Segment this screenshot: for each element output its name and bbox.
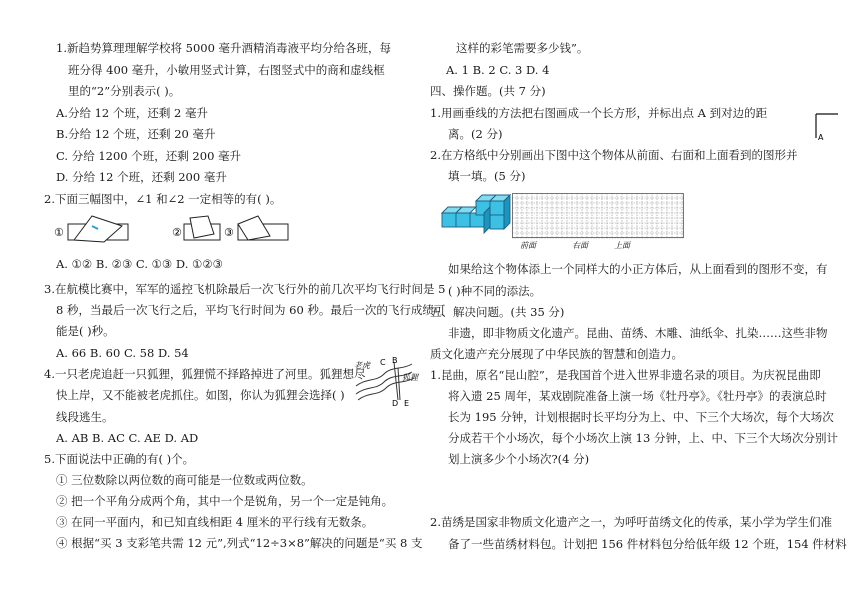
q4-stem-line1: 4.一只老虎追赶一只狐狸，狐狸慌不择路掉进了河里。狐狸想尽 bbox=[44, 367, 366, 381]
op1-line1: 1.用画垂线的方法把右图画成一个长方形，并标出点 A 到对边的距 bbox=[430, 106, 768, 120]
q1-option-b[interactable]: B.分给 12 个班，还剩 20 毫升 bbox=[56, 127, 216, 141]
p1-line3: 长为 195 分钟，计划根据时长平均分为上、中、下三个大场次，每个大场次 bbox=[448, 410, 834, 424]
p1-line5: 划上演多少个小场次?(4 分) bbox=[448, 452, 590, 466]
op2-extra-line1: 如果给这个物体添上一个同样大的小正方体后，从上面看到的图形不变，有 bbox=[448, 262, 828, 276]
q1-option-a[interactable]: A.分给 12 个班，还剩 2 毫升 bbox=[56, 106, 209, 120]
q5-item-4: ④ 根据“买 3 支彩笔共需 12 元”,列式“12÷3×8”解决的问题是“买 8 支 bbox=[56, 536, 423, 550]
q3-stem-line2: 8 秒，当最后一次飞行之后，平均飞行时间为 60 秒。最后一次的飞行成绩可 bbox=[56, 303, 446, 317]
svg-text:③: ③ bbox=[224, 226, 234, 239]
intro-line1: 非遗，即非物质文化遗产。昆曲、苗绣、木雕、油纸伞、扎染……这些非物 bbox=[448, 326, 828, 340]
svg-text:老虎: 老虎 bbox=[354, 361, 370, 370]
q1-option-d[interactable]: D. 分给 12 个班，还剩 200 毫升 bbox=[56, 170, 227, 184]
p2-line1: 2.苗绣是国家非物质文化遗产之一，为呼吁苗绣文化的传承，某小学为学生们准 bbox=[430, 515, 832, 529]
p1-line2: 将入遗 25 周年，某戏剧院准备上演一场《牡丹亭》。《牡丹亭》的表演总时 bbox=[448, 389, 827, 403]
section-4-title: 四、操作题。(共 7 分) bbox=[430, 84, 546, 98]
p1-line1: 1.昆曲，原名“昆山腔”，是我国首个进入世界非遗名录的项目。为庆祝昆曲即 bbox=[430, 368, 821, 382]
svg-text:①: ① bbox=[54, 226, 64, 239]
q4-stem-line3: 线段逃生。 bbox=[56, 410, 114, 424]
q5-item-4-continued: 这样的彩笔需要多少钱”。 bbox=[456, 41, 589, 55]
q3-stem-line1: 3.在航模比赛中，军军的遥控飞机除最后一次飞行外的前几次平均飞行时间是 5 bbox=[44, 282, 446, 296]
p1-line4: 分成若干个小场次，每个小场次上演 13 分钟，上、中、下三个大场次分别计 bbox=[448, 431, 838, 445]
q5-item-2: ② 把一个平角分成两个角，其中一个是锐角，另一个一定是钝角。 bbox=[56, 494, 394, 508]
q5-options[interactable]: A. 1 B. 2 C. 3 D. 4 bbox=[446, 63, 550, 77]
svg-text:前面: 前面 bbox=[520, 241, 536, 250]
p2-line2: 备了一些苗绣材料包。计划把 156 件材料包分给低年级 12 个班，154 件材料 bbox=[448, 537, 847, 551]
svg-text:上面: 上面 bbox=[614, 241, 630, 250]
op1-line2: 离。(2 分) bbox=[448, 127, 503, 141]
svg-text:D: D bbox=[392, 399, 399, 408]
q4-options[interactable]: A. AB B. AC C. AE D. AD bbox=[56, 431, 199, 445]
q1-option-c[interactable]: C. 分给 1200 个班，还剩 200 毫升 bbox=[56, 149, 242, 163]
svg-text:B: B bbox=[392, 356, 398, 365]
q4-river-figure bbox=[354, 356, 416, 408]
section-5-title: 五、解决问题。(共 35 分) bbox=[430, 305, 565, 319]
svg-text:A: A bbox=[818, 133, 824, 142]
q2-options[interactable]: A. ①② B. ②③ C. ①③ D. ①②③ bbox=[56, 257, 223, 271]
op2-line1: 2.在方格纸中分别画出下图中这个物体从前面、右面和上面看到的图形并 bbox=[430, 148, 798, 162]
q5-stem: 5.下面说法中正确的有( )个。 bbox=[44, 452, 195, 466]
q2-angle-figures bbox=[52, 212, 302, 248]
op2-extra-line2: ( )种不同的添法。 bbox=[448, 284, 542, 298]
svg-text:狐狸: 狐狸 bbox=[402, 373, 418, 382]
svg-text:C: C bbox=[380, 358, 386, 367]
q1-stem-line1: 1.新趋势算理理解学校将 5000 毫升酒精消毒液平均分给各班，每 bbox=[56, 41, 392, 55]
q2-stem: 2.下面三幅图中，∠1 和∠2 一定相等的有( )。 bbox=[44, 192, 282, 206]
q5-item-1: ① 三位数除以两位数的商可能是一位数或两位数。 bbox=[56, 473, 313, 487]
intro-line2: 质文化遗产充分展现了中华民族的智慧和创造力。 bbox=[430, 347, 683, 361]
cube-object-figure bbox=[436, 195, 512, 239]
q4-stem-line2: 快上岸，又不能被老虎抓住。如图，你认为狐狸会选择( ) bbox=[56, 388, 345, 402]
q3-options[interactable]: A. 66 B. 60 C. 58 D. 54 bbox=[56, 346, 189, 360]
square-grid-paper bbox=[512, 193, 688, 249]
q1-stem-line2: 班分得 400 毫升，小敏用竖式计算，右图竖式中的商和虚线框 bbox=[68, 63, 385, 77]
svg-text:E: E bbox=[404, 399, 410, 408]
q5-item-3: ③ 在同一平面内，和已知直线相距 4 厘米的平行线有无数条。 bbox=[56, 515, 374, 529]
svg-text:②: ② bbox=[172, 226, 182, 239]
q1-stem-line3: 里的“2”分别表示( )。 bbox=[68, 84, 181, 98]
q3-stem-line3: 能是( )秒。 bbox=[56, 324, 115, 338]
svg-text:右面: 右面 bbox=[572, 241, 588, 250]
op2-line2: 填一填。(5 分) bbox=[448, 169, 526, 183]
op1-right-angle-figure bbox=[812, 110, 842, 142]
